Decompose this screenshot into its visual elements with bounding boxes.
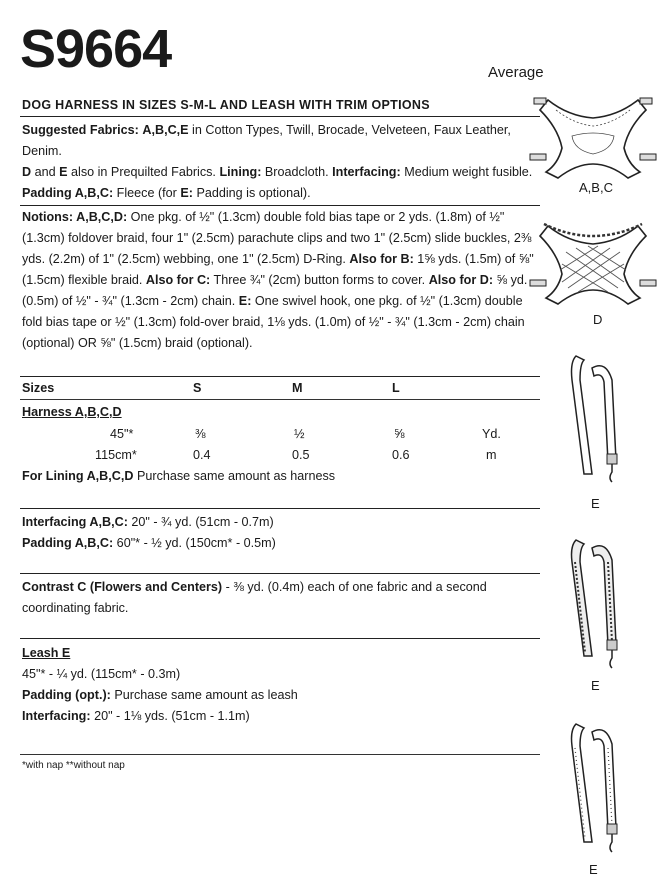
harness-label: Harness A,B,C,D xyxy=(22,405,122,419)
notions-line: (optional) OR ⅝" (1.5cm) braid (optional). xyxy=(22,336,253,350)
divider xyxy=(20,399,540,400)
size-col-l: L xyxy=(392,381,400,395)
contrast-text: - ⅜ yd. (0.4m) each of one fabric and a second xyxy=(222,580,487,594)
suggested-fabrics xyxy=(22,120,542,204)
leash-padding-row xyxy=(22,685,298,705)
fabrics-views: A,B,C,E xyxy=(142,123,189,137)
interfacing-label: Interfacing A,B,C: xyxy=(22,515,128,529)
label-d: D xyxy=(593,312,603,327)
leash-interfacing-row xyxy=(22,706,250,726)
padding-text-2: Padding is optional). xyxy=(192,186,311,200)
yardage-m: ½ xyxy=(294,427,305,441)
notions-line: ⅝ yd. xyxy=(493,273,528,287)
label-e3: E xyxy=(589,862,598,877)
padding-text: Fleece (for xyxy=(113,186,181,200)
notions xyxy=(22,207,542,354)
notions-line: (1.3cm) foldover braid, four 1" (2.5cm) parachute clips and two 1" (2.5cm) slide buckles, 2⅜ xyxy=(22,231,532,245)
pattern-title: DOG HARNESS IN SIZES S-M-L AND LEASH WITH TRIM OPTIONS xyxy=(22,98,430,112)
unit-yd: Yd. xyxy=(482,427,501,441)
divider xyxy=(20,573,540,574)
contrast-row xyxy=(22,577,487,597)
interfacing-label: Interfacing: xyxy=(332,165,401,179)
notions-line: One swivel hook, one pkg. of ½" (1.3cm) double xyxy=(251,294,523,308)
fabrics-label: Suggested Fabrics: xyxy=(22,123,139,137)
e-label: E: xyxy=(238,294,252,308)
pattern-number: S9664 xyxy=(20,19,172,79)
view-d: D xyxy=(22,165,32,179)
unit-m: m xyxy=(486,448,497,462)
yardage-l: ⅝ xyxy=(394,427,405,441)
leash-interfacing-text: 20" - 1⅛ yds. (51cm - 1.1m) xyxy=(90,709,250,723)
divider xyxy=(20,116,540,117)
padding-row xyxy=(22,533,276,553)
leash-padding-text: Purchase same amount as leash xyxy=(110,688,298,702)
yardage-s: ⅜ xyxy=(195,427,206,441)
leash-e3-illustration xyxy=(562,716,632,856)
leash-e1-illustration xyxy=(562,350,632,490)
label-e1: E xyxy=(591,496,600,511)
footnote: *with nap **without nap xyxy=(22,760,125,771)
divider xyxy=(20,376,540,377)
leash-interfacing-label: Interfacing: xyxy=(22,709,91,723)
divider xyxy=(20,638,540,639)
contrast-row-2 xyxy=(22,598,128,618)
padding-label: Padding A,B,C: xyxy=(22,536,114,550)
contrast-label: Contrast C (Flowers and Centers) xyxy=(22,580,223,594)
size-col-s: S xyxy=(193,381,202,395)
meterage-m: 0.5 xyxy=(292,448,310,462)
divider xyxy=(20,508,540,509)
contrast-text-2: coordinating fabric. xyxy=(22,601,129,615)
view-e: E xyxy=(59,165,68,179)
notions-line: yds. (2.2m) of 1" (2.5cm) webbing, one 1" (2.5cm) D-Ring. xyxy=(22,252,350,266)
harness-abc-illustration xyxy=(528,88,658,180)
size-col-m: M xyxy=(292,381,303,395)
notions-label: Notions: A,B,C,D: xyxy=(22,210,128,224)
lining-text: Broadcloth. xyxy=(261,165,333,179)
skill-level: Average xyxy=(488,64,544,81)
prequilted-text: also in Prequilted Fabrics. xyxy=(67,165,220,179)
padding-e: E: xyxy=(180,186,193,200)
harness-d-illustration xyxy=(528,212,658,308)
also-d-label: Also for D: xyxy=(428,273,494,287)
divider xyxy=(20,205,540,206)
interfacing-row xyxy=(22,512,274,532)
meterage-l: 0.6 xyxy=(392,448,410,462)
leash-yardage: 45"* - ¼ yd. (115cm* - 0.3m) xyxy=(22,667,181,681)
fabric-width: 45"* xyxy=(110,427,134,441)
also-b-label: Also for B: xyxy=(349,252,414,266)
leash-e2-illustration xyxy=(564,532,634,672)
label-e2: E xyxy=(591,678,600,693)
notions-line: (1.5cm) flexible braid. xyxy=(22,273,146,287)
interfacing-text: Medium weight fusible. xyxy=(400,165,533,179)
lining-text: Purchase same amount as harness xyxy=(133,469,336,483)
notions-line: (0.5m) of ½" - ¾" (1.3cm - 2cm) chain. xyxy=(22,294,239,308)
fabric-width: 115cm* xyxy=(95,448,137,462)
leash-padding-label: Padding (opt.): xyxy=(22,688,111,702)
and-text: and xyxy=(31,165,60,179)
lining-row xyxy=(22,466,335,486)
padding-text: 60"* - ½ yd. (150cm* - 0.5m) xyxy=(113,536,276,550)
lining-label: For Lining A,B,C,D xyxy=(22,469,134,483)
notions-line: fold bias tape or ½" (1.3cm) fold-over braid, 1⅛ yds. (1.0m) of ½" - ¾" (1.3cm - 2cm) chain xyxy=(22,315,525,329)
also-c-label: Also for C: xyxy=(145,273,211,287)
meterage-s: 0.4 xyxy=(193,448,211,462)
notions-line: One pkg. of ½" (1.3cm) double fold bias tape or 2 yds. (1.8m) of ½" xyxy=(127,210,505,224)
interfacing-text: 20" - ¾ yd. (51cm - 0.7m) xyxy=(127,515,274,529)
notions-line: 1⅝ yds. (1.5m) of ⅝" xyxy=(413,252,534,266)
label-abc: A,B,C xyxy=(579,180,613,195)
notions-line: Three ¾" (2cm) button forms to cover. xyxy=(210,273,429,287)
padding-label: Padding A,B,C: xyxy=(22,186,114,200)
lining-label: Lining: xyxy=(219,165,262,179)
leash-label: Leash E xyxy=(22,646,71,660)
divider xyxy=(20,754,540,755)
sizes-header: Sizes xyxy=(22,381,55,395)
fabrics-text: in Cotton Types, Twill, Brocade, Velveteen, Faux Leather, Denim. xyxy=(22,123,511,158)
